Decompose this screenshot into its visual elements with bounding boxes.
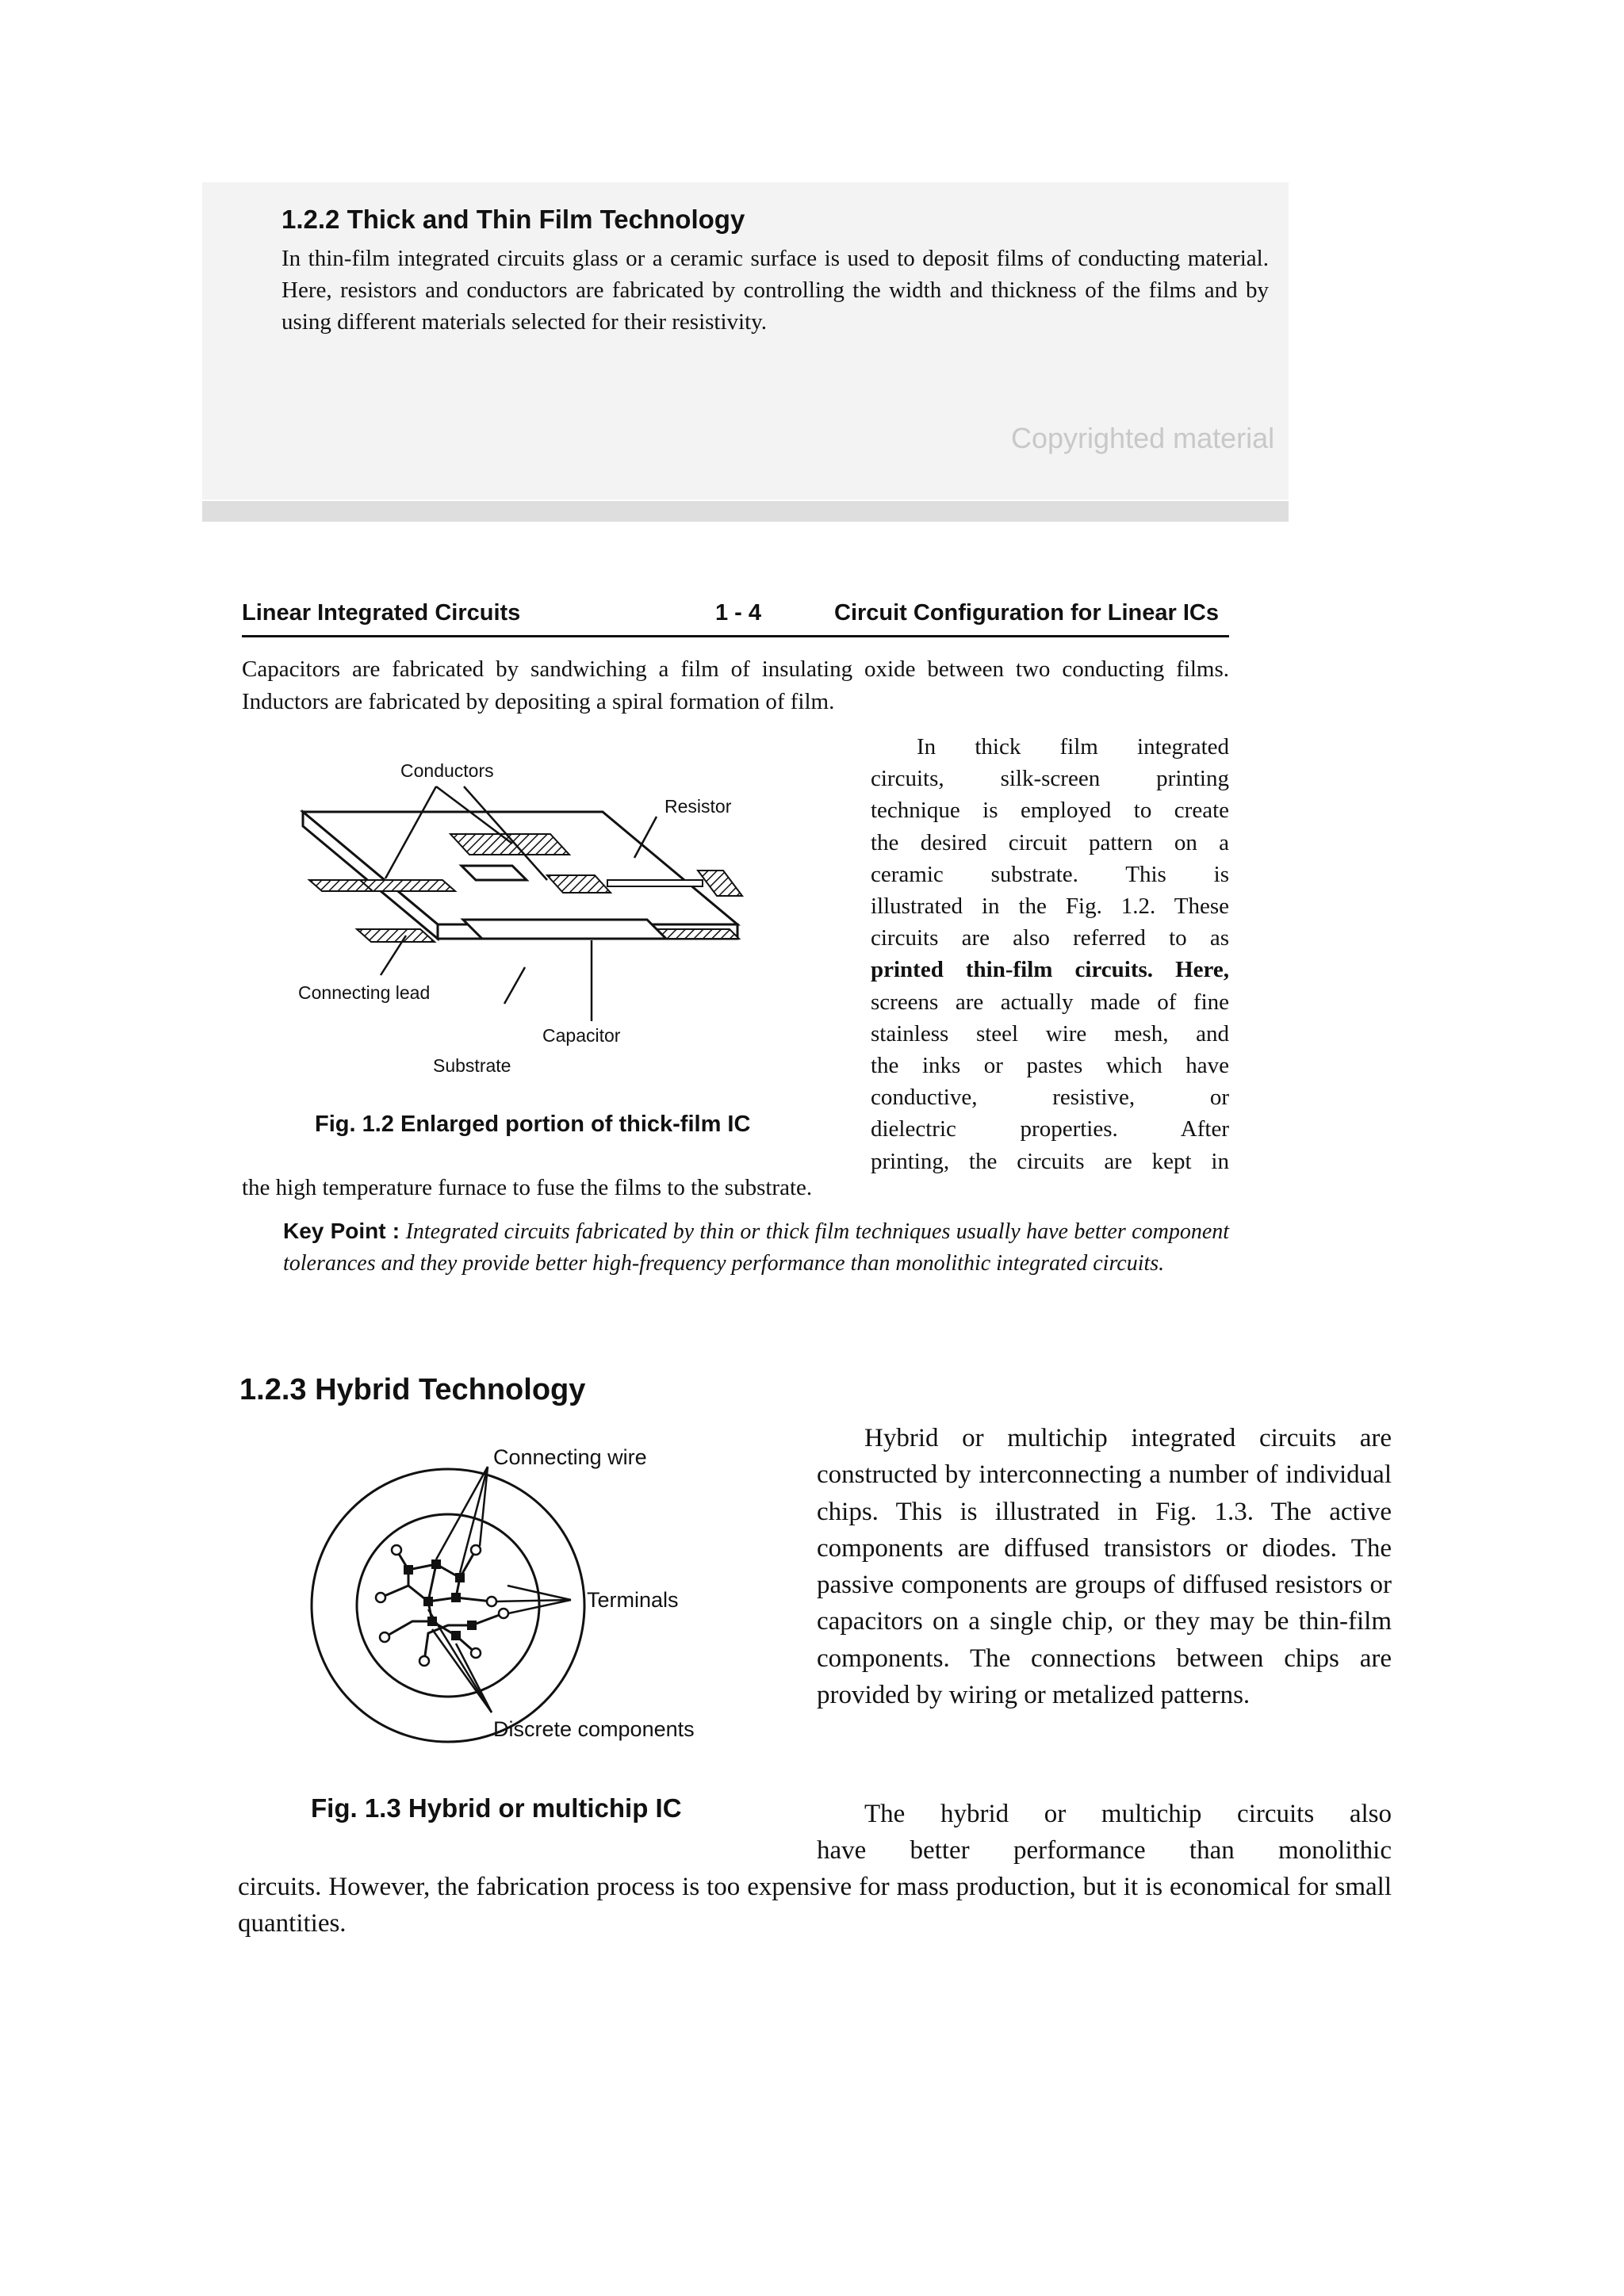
hybrid-tail: circuits. However, the fabrication process is too expensive for mass production, but it is economical for small quantities.	[238, 1873, 1392, 1938]
label-connecting-lead: Connecting lead	[298, 982, 431, 1003]
text-line: printing, the circuits are kept in	[871, 1148, 1229, 1174]
label-connecting-wire: Connecting wire	[493, 1445, 647, 1469]
text-line: In thick film integrated	[917, 734, 1229, 760]
text-line: illustrated in the Fig. 1.2. These	[871, 894, 1229, 920]
page-separator	[202, 501, 1289, 522]
copyright-watermark: Copyrighted material	[1011, 422, 1275, 454]
label-discrete-components: Discrete components	[493, 1717, 695, 1741]
section-heading-1-2-3: 1.2.3 Hybrid Technology	[239, 1373, 586, 1406]
text-line: screens are actually made of fine	[871, 989, 1229, 1015]
section-heading-1-2-2: 1.2.2 Thick and Thin Film Technology	[282, 205, 745, 234]
label-resistor: Resistor	[665, 796, 732, 817]
thick-film-column	[871, 731, 1229, 1177]
capacitors-paragraph: Capacitors are fabricated by sandwiching a film of insulating oxide between two conducting films. Inductors are fabricated by depositing a spiral formation of film.	[242, 656, 1229, 714]
label-capacitor: Capacitor	[542, 1025, 621, 1046]
resistor-link	[607, 880, 703, 886]
header-page-number: 1 - 4	[715, 600, 762, 626]
thin-film-paragraph: In thin-film integrated circuits glass or a ceramic surface is used to deposit films of conducting material. Here, resistors and conductors are fabricated by controlling the width and thickness of the films and by using different materials selected for their resistivity.	[282, 246, 1269, 335]
text-line: ceramic substrate. This is	[871, 861, 1229, 887]
label-terminals: Terminals	[587, 1588, 679, 1612]
substrate-circle	[357, 1514, 539, 1697]
text-line: the desired circuit pattern on a	[871, 829, 1229, 855]
resistor-pad-far	[698, 871, 742, 896]
thick-film-tail: the high temperature furnace to fuse the films to the substrate.	[242, 1175, 813, 1200]
text-line: stainless steel wire mesh, and	[871, 1020, 1229, 1047]
capacitor-plate	[463, 920, 666, 939]
conductor-strip-left	[360, 880, 455, 891]
text-line: The hybrid or multichip circuits also	[864, 1800, 1392, 1828]
figure-1-2-diagram	[285, 745, 777, 1094]
text-line: conductive, resistive, or	[871, 1085, 1229, 1111]
text-line: printed thin-film circuits. Here,	[871, 957, 1229, 983]
text-line: have better performance than monolithic	[817, 1836, 1392, 1865]
hybrid-paragraph-1: Hybrid or multichip integrated circuits are constructed by interconnecting a number of individual chips. This is illustrated in Fig. 1.3. The active components are diffused transistors or diodes. The passive components are groups of diffused resistors or capacitors on a single chip, or they may be thin-film components. The connections between chips are provided by wiring or metalized patterns.	[817, 1424, 1392, 1710]
text-line: technique is employed to create	[871, 798, 1229, 824]
figure-1-3-diagram	[309, 1439, 737, 1772]
text-line: circuits are also referred to as	[871, 925, 1229, 951]
hybrid-paragraph-2	[817, 1796, 1392, 1869]
header-book-title: Linear Integrated Circuits	[242, 600, 521, 626]
text-line: dielectric properties. After	[871, 1116, 1229, 1142]
key-point-text: Integrated circuits fabricated by thin or thick film techniques usually have better component tolerances and they provide better high-frequency performance than monolithic integrated circuits.	[283, 1219, 1230, 1276]
key-point	[283, 1215, 1229, 1280]
figure-1-2-caption: Fig. 1.2 Enlarged portion of thick-film IC	[315, 1112, 751, 1137]
label-substrate: Substrate	[433, 1055, 511, 1076]
header-chapter-title: Circuit Configuration for Linear ICs	[834, 600, 1219, 626]
conductor-lead	[357, 929, 435, 942]
header-rule	[242, 635, 1229, 637]
figure-1-3-caption: Fig. 1.3 Hybrid or multichip IC	[311, 1793, 682, 1823]
label-conductors: Conductors	[400, 760, 494, 781]
key-point-label: Key Point :	[283, 1219, 400, 1243]
text-line: the inks or pastes which have	[871, 1053, 1229, 1079]
text-line: circuits, silk-screen printing	[871, 766, 1229, 792]
